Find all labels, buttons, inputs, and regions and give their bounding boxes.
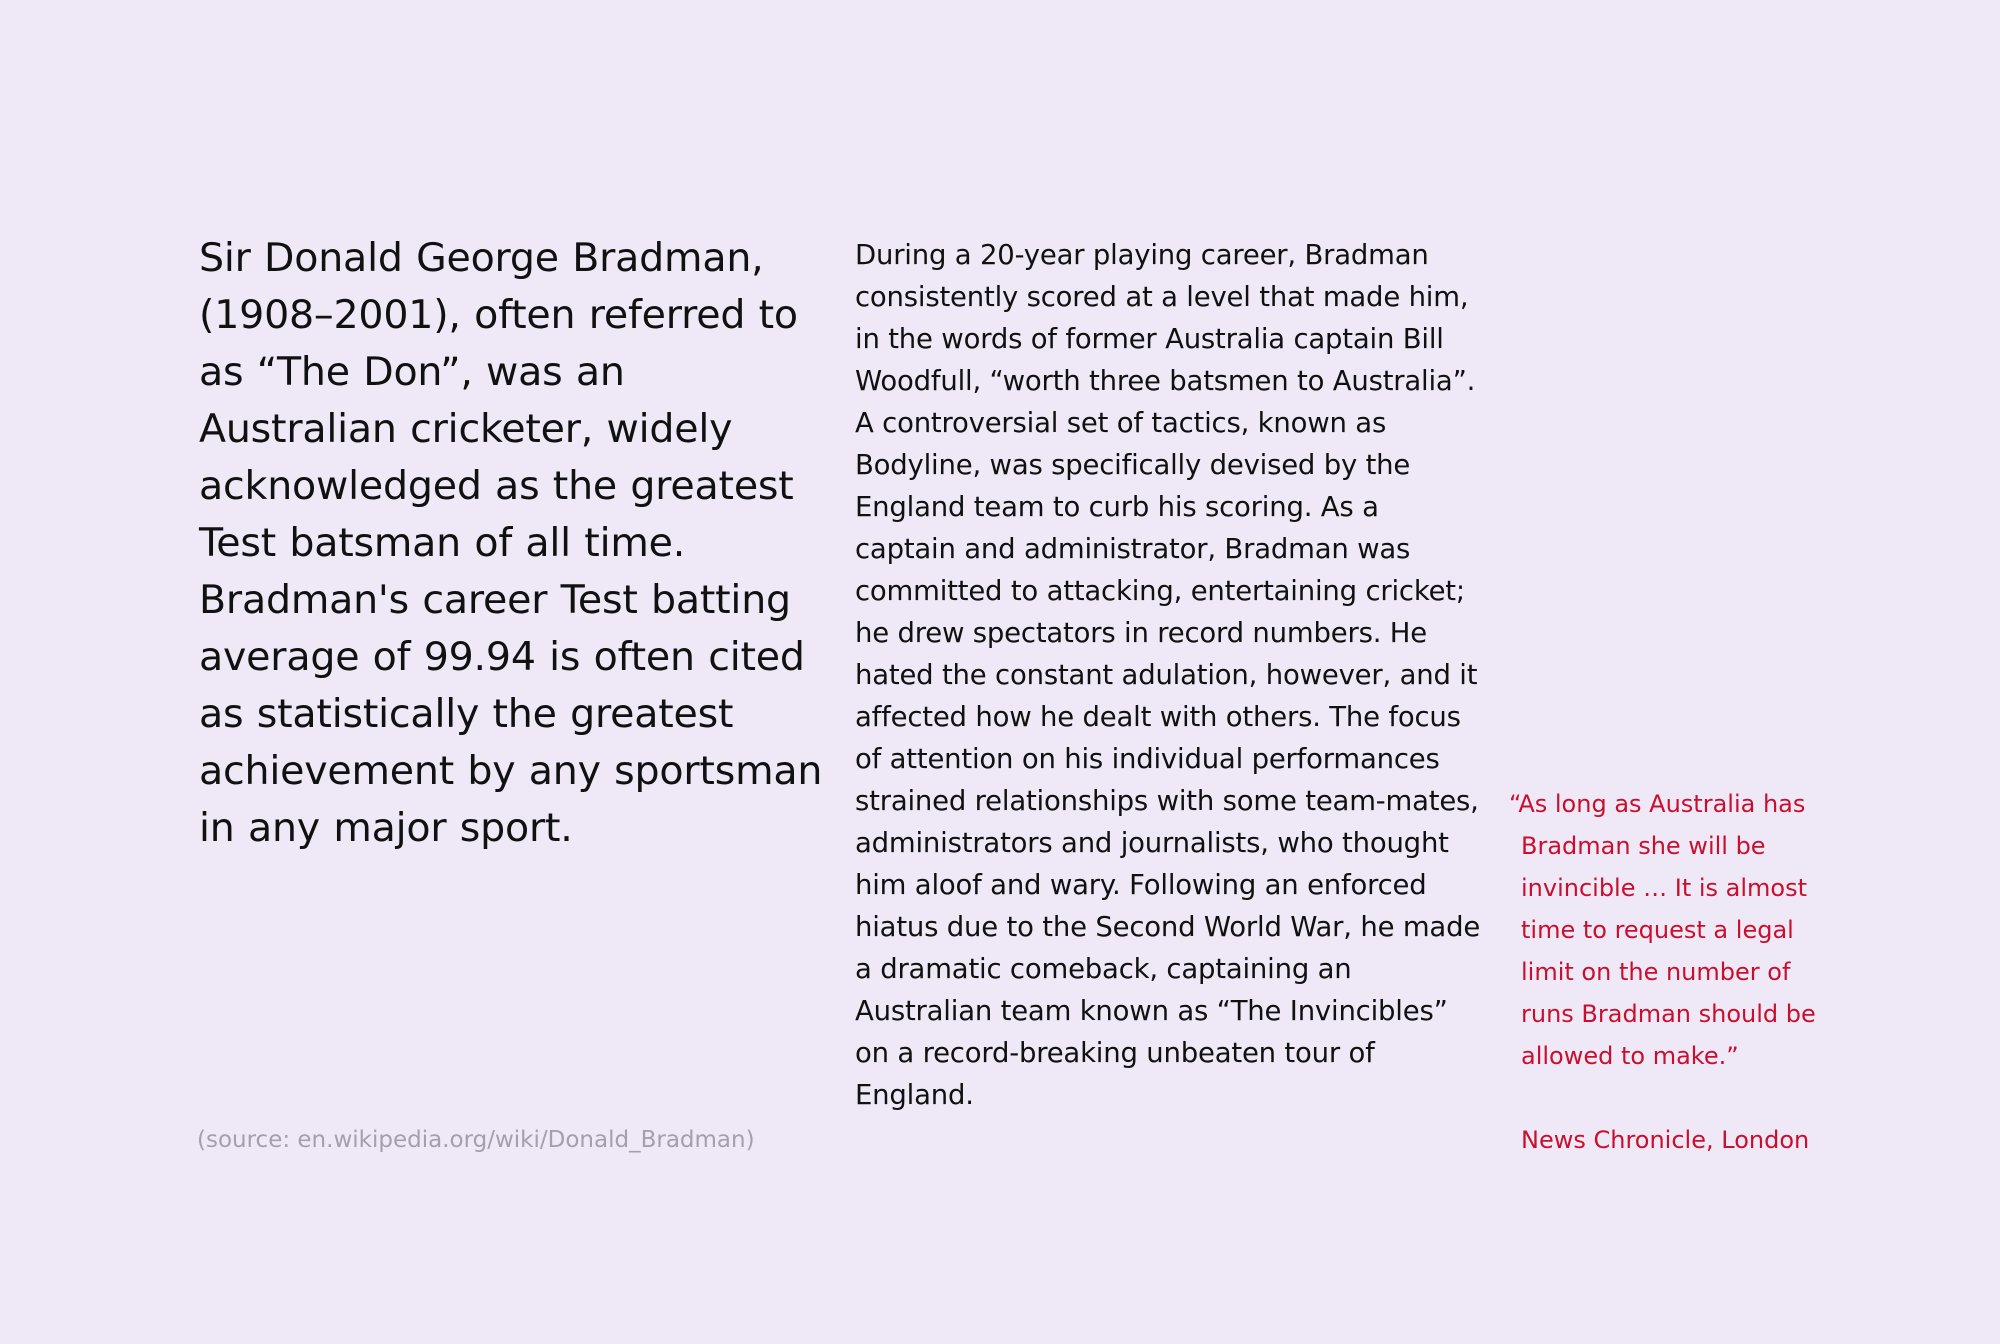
quote-text: “As long as Australia has Bradman she will be invincible … It is almost time to request a legal limit on the number of runs Bradman should be allowed to make.” — [1509, 790, 1816, 1070]
pull-quote — [1509, 783, 1844, 1161]
body-paragraph: During a 20-year playing career, Bradman consistently scored at a level that made him, in the words of former Australia captain Bill Woodfull, “worth three batsmen to Australia”. A controversial set of tactics, known as Bodyline, was specifically devised by the England team to curb his scoring. As a captain and administrator, Bradman was committed to attacking, entertaining cricket; he drew spectators in record numbers. He hated the constant adulation, however, and it affected how he dealt with others. The focus of attention on his individual performances strained relationships with some team-mates, administrators and journalists, who thought him aloof and wary. Following an enforced hiatus due to the Second World War, he made a dramatic comeback, captaining an Australian team known as “The Invincibles” on a record-breaking unbeaten tour of England. — [855, 239, 1481, 1111]
source-citation: (source: en.wikipedia.org/wiki/Donald_Bradman) — [197, 1127, 755, 1153]
quote-attribution: News Chronicle, London — [1521, 1126, 1810, 1154]
intro-paragraph: Sir Donald George Bradman, (1908–2001), often referred to as “The Don”, was an Australian cricketer, widely acknowledged as the greatest Test batsman of all time. Bradman's career Test batting average of 99.94 is often cited as statistically the greatest achievement by any sportsman in any major sport. — [199, 235, 823, 851]
